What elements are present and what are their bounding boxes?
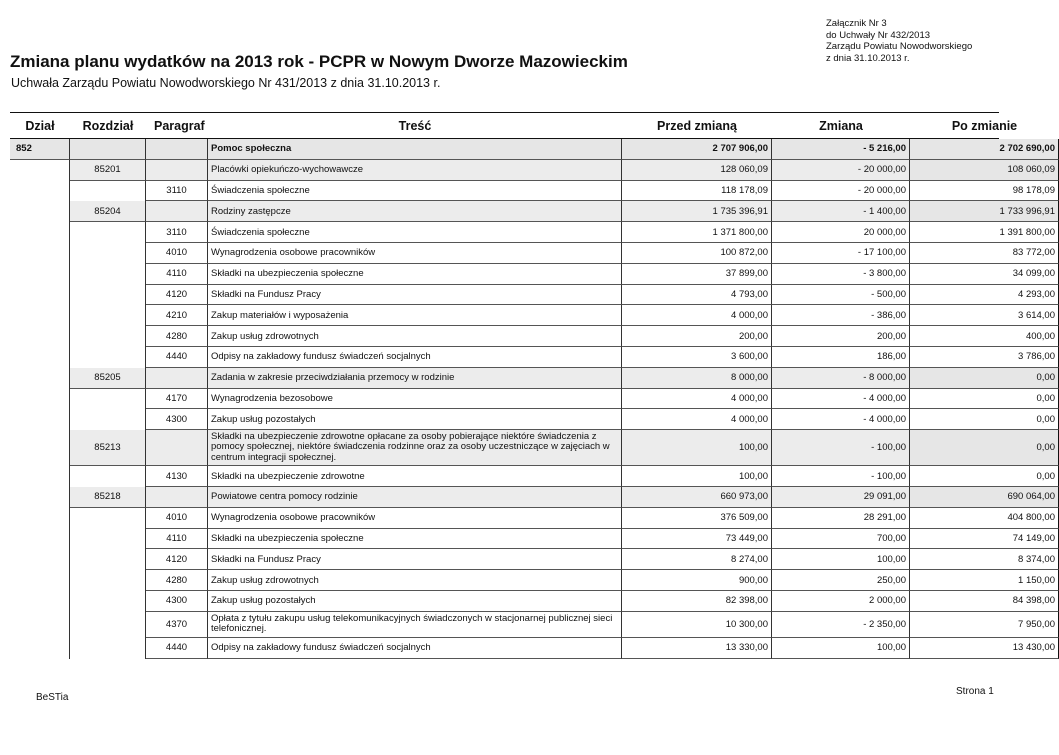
cell-rozdzial: 85205	[70, 368, 146, 389]
cell-paragraf: 3110	[146, 181, 208, 202]
cell-rozdzial	[70, 285, 146, 306]
cell-rozdzial: 85201	[70, 160, 146, 181]
attachment-note	[826, 18, 972, 64]
cell-rozdzial	[70, 305, 146, 326]
table-row	[10, 264, 1055, 285]
table-row	[10, 430, 1055, 466]
cell-rozdzial	[70, 612, 146, 638]
table-row	[10, 638, 1055, 659]
cell-dzial	[10, 591, 70, 612]
cell-tresc: Składki na ubezpieczenia społeczne	[208, 529, 622, 550]
table-row	[10, 347, 1055, 368]
cell-tresc: Zakup usług pozostałych	[208, 409, 622, 430]
cell-dzial	[10, 347, 70, 368]
cell-po: 1 150,00	[910, 570, 1059, 591]
cell-przed: 8 274,00	[622, 549, 772, 570]
cell-tresc: Zakup usług zdrowotnych	[208, 326, 622, 347]
attachment-line-1: Załącznik Nr 3	[826, 18, 887, 29]
cell-po: 0,00	[910, 466, 1059, 487]
cell-zmiana: 29 091,00	[772, 487, 910, 508]
cell-paragraf	[146, 160, 208, 181]
table-row	[10, 591, 1055, 612]
cell-tresc: Zadania w zakresie przeciwdziałania przemocy w rodzinie	[208, 368, 622, 389]
cell-tresc: Świadczenia społeczne	[208, 181, 622, 202]
header-zmiana: Zmiana	[819, 118, 863, 133]
cell-przed: 4 000,00	[622, 389, 772, 410]
table-row	[10, 549, 1055, 570]
cell-paragraf: 4440	[146, 347, 208, 368]
header-tresc: Treść	[398, 118, 432, 133]
cell-tresc: Odpisy na zakładowy fundusz świadczeń socjalnych	[208, 638, 622, 659]
cell-tresc: Powiatowe centra pomocy rodzinie	[208, 487, 622, 508]
header-przed: Przed zmianą	[657, 118, 737, 133]
cell-po: 108 060,09	[910, 160, 1059, 181]
cell-po: 1 733 996,91	[910, 201, 1059, 222]
cell-po: 84 398,00	[910, 591, 1059, 612]
cell-zmiana: 2 000,00	[772, 591, 910, 612]
page-subtitle: Uchwała Zarządu Powiatu Nowodworskiego Nr 431/2013 z dnia 31.10.2013 r.	[11, 76, 441, 90]
table-row	[10, 305, 1055, 326]
cell-dzial	[10, 285, 70, 306]
cell-dzial	[10, 430, 70, 466]
cell-przed: 4 000,00	[622, 409, 772, 430]
cell-zmiana: - 100,00	[772, 466, 910, 487]
cell-po: 74 149,00	[910, 529, 1059, 550]
cell-zmiana: - 2 350,00	[772, 612, 910, 638]
header-rozdzial: Rozdział	[82, 118, 134, 133]
cell-dzial	[10, 529, 70, 550]
cell-zmiana: - 20 000,00	[772, 181, 910, 202]
budget-table	[10, 112, 1055, 659]
cell-po: 0,00	[910, 409, 1059, 430]
cell-po: 1 391 800,00	[910, 222, 1059, 243]
cell-tresc: Odpisy na zakładowy fundusz świadczeń socjalnych	[208, 347, 622, 368]
cell-zmiana: 100,00	[772, 549, 910, 570]
attachment-line-3: Zarządu Powiatu Nowodworskiego	[826, 41, 973, 52]
cell-tresc: Rodziny zastępcze	[208, 201, 622, 222]
cell-zmiana: - 5 216,00	[772, 139, 910, 160]
cell-po: 0,00	[910, 389, 1059, 410]
cell-dzial	[10, 368, 70, 389]
cell-rozdzial	[70, 389, 146, 410]
table-row	[10, 529, 1055, 550]
cell-tresc: Wynagrodzenia bezosobowe	[208, 389, 622, 410]
cell-dzial	[10, 549, 70, 570]
cell-po: 7 950,00	[910, 612, 1059, 638]
cell-przed: 13 330,00	[622, 638, 772, 659]
cell-po: 400,00	[910, 326, 1059, 347]
cell-rozdzial: 85204	[70, 201, 146, 222]
cell-paragraf	[146, 368, 208, 389]
cell-paragraf: 4370	[146, 612, 208, 638]
cell-paragraf: 4120	[146, 285, 208, 306]
cell-rozdzial	[70, 570, 146, 591]
cell-po: 34 099,00	[910, 264, 1059, 285]
cell-przed: 4 793,00	[622, 285, 772, 306]
table-row	[10, 612, 1055, 638]
cell-paragraf: 4170	[146, 389, 208, 410]
cell-tresc: Zakup usług pozostałych	[208, 591, 622, 612]
cell-dzial	[10, 326, 70, 347]
cell-rozdzial: 85213	[70, 430, 146, 466]
attachment-line-4: z dnia 31.10.2013 r.	[826, 52, 910, 64]
cell-dzial	[10, 222, 70, 243]
cell-przed: 128 060,09	[622, 160, 772, 181]
cell-tresc: Opłata z tytułu zakupu usług telekomunikacyjnych świadczonych w stacjonarnej publicznej sieci telefonicznej.	[208, 612, 622, 638]
cell-przed: 4 000,00	[622, 305, 772, 326]
cell-rozdzial	[70, 508, 146, 529]
table-header	[10, 112, 1018, 139]
table-row	[10, 409, 1055, 430]
cell-przed: 100,00	[622, 430, 772, 466]
cell-zmiana: - 1 400,00	[772, 201, 910, 222]
cell-przed: 1 371 800,00	[622, 222, 772, 243]
cell-paragraf: 4440	[146, 638, 208, 659]
cell-paragraf: 4110	[146, 264, 208, 285]
cell-dzial	[10, 389, 70, 410]
cell-rozdzial	[70, 529, 146, 550]
cell-tresc: Zakup materiałów i wyposażenia	[208, 305, 622, 326]
cell-po: 0,00	[910, 430, 1059, 466]
header-dzial: Dział	[25, 118, 55, 133]
cell-paragraf: 4130	[146, 466, 208, 487]
cell-przed: 3 600,00	[622, 347, 772, 368]
footer-software: BeSTia	[36, 692, 69, 703]
cell-po: 8 374,00	[910, 549, 1059, 570]
table-row	[10, 389, 1055, 410]
cell-paragraf	[146, 201, 208, 222]
cell-przed: 900,00	[622, 570, 772, 591]
header-po: Po zmianie	[951, 118, 1018, 133]
table-row	[10, 487, 1055, 508]
cell-rozdzial	[70, 466, 146, 487]
cell-rozdzial	[70, 409, 146, 430]
table-row	[10, 201, 1055, 222]
cell-paragraf: 4110	[146, 529, 208, 550]
cell-paragraf: 4280	[146, 570, 208, 591]
cell-tresc: Pomoc społeczna	[208, 139, 622, 160]
cell-przed: 118 178,09	[622, 181, 772, 202]
cell-po: 13 430,00	[910, 638, 1059, 659]
cell-zmiana: - 17 100,00	[772, 243, 910, 264]
table-row	[10, 243, 1055, 264]
cell-tresc: Składki na ubezpieczenia społeczne	[208, 264, 622, 285]
table-row	[10, 368, 1055, 389]
cell-dzial	[10, 508, 70, 529]
cell-przed: 200,00	[622, 326, 772, 347]
table-row	[10, 222, 1055, 243]
table-body	[10, 139, 1055, 659]
cell-rozdzial	[70, 326, 146, 347]
cell-tresc: Placówki opiekuńczo-wychowawcze	[208, 160, 622, 181]
cell-tresc: Składki na ubezpieczenie zdrowotne	[208, 466, 622, 487]
cell-przed: 8 000,00	[622, 368, 772, 389]
cell-tresc: Wynagrodzenia osobowe pracowników	[208, 508, 622, 529]
cell-przed: 100 872,00	[622, 243, 772, 264]
cell-po: 690 064,00	[910, 487, 1059, 508]
cell-tresc: Składki na ubezpieczenie zdrowotne opłacane za osoby pobierające niektóre świadczenia z pomocy społecznej, niektóre świadczenia rodzinne oraz za osoby uczestniczące w zajęciach w centrum integracji społecznej.	[208, 430, 622, 466]
footer-page-number: Strona 1	[956, 686, 994, 697]
cell-paragraf	[146, 139, 208, 160]
cell-rozdzial	[70, 139, 146, 160]
cell-dzial	[10, 612, 70, 638]
cell-zmiana: 200,00	[772, 326, 910, 347]
cell-tresc: Wynagrodzenia osobowe pracowników	[208, 243, 622, 264]
cell-dzial	[10, 160, 70, 181]
cell-przed: 1 735 396,91	[622, 201, 772, 222]
cell-po: 3 614,00	[910, 305, 1059, 326]
cell-tresc: Zakup usług zdrowotnych	[208, 570, 622, 591]
table-row	[10, 139, 1055, 160]
cell-paragraf: 4210	[146, 305, 208, 326]
cell-przed: 100,00	[622, 466, 772, 487]
cell-dzial	[10, 409, 70, 430]
cell-dzial	[10, 638, 70, 659]
cell-przed: 37 899,00	[622, 264, 772, 285]
cell-rozdzial: 85218	[70, 487, 146, 508]
cell-zmiana: - 20 000,00	[772, 160, 910, 181]
cell-przed: 660 973,00	[622, 487, 772, 508]
cell-tresc: Składki na Fundusz Pracy	[208, 549, 622, 570]
cell-po: 83 772,00	[910, 243, 1059, 264]
cell-po: 98 178,09	[910, 181, 1059, 202]
cell-po: 4 293,00	[910, 285, 1059, 306]
cell-dzial	[10, 466, 70, 487]
cell-paragraf	[146, 430, 208, 466]
cell-zmiana: - 100,00	[772, 430, 910, 466]
cell-dzial	[10, 487, 70, 508]
cell-przed: 376 509,00	[622, 508, 772, 529]
table-row	[10, 160, 1055, 181]
table-row	[10, 181, 1055, 202]
cell-po: 404 800,00	[910, 508, 1059, 529]
cell-paragraf: 4300	[146, 591, 208, 612]
cell-zmiana: 700,00	[772, 529, 910, 550]
cell-przed: 10 300,00	[622, 612, 772, 638]
cell-przed: 82 398,00	[622, 591, 772, 612]
cell-rozdzial	[70, 264, 146, 285]
cell-dzial: 852	[10, 139, 70, 160]
cell-zmiana: 20 000,00	[772, 222, 910, 243]
cell-zmiana: 100,00	[772, 638, 910, 659]
cell-rozdzial	[70, 181, 146, 202]
cell-paragraf: 4010	[146, 508, 208, 529]
cell-dzial	[10, 181, 70, 202]
header-paragraf: Paragraf	[154, 118, 205, 133]
cell-paragraf: 4280	[146, 326, 208, 347]
cell-zmiana: - 8 000,00	[772, 368, 910, 389]
table-row	[10, 570, 1055, 591]
cell-rozdzial	[70, 638, 146, 659]
cell-rozdzial	[70, 549, 146, 570]
table-row	[10, 285, 1055, 306]
cell-po: 2 702 690,00	[910, 139, 1059, 160]
cell-zmiana: 28 291,00	[772, 508, 910, 529]
cell-paragraf: 4010	[146, 243, 208, 264]
cell-rozdzial	[70, 347, 146, 368]
cell-paragraf: 4300	[146, 409, 208, 430]
cell-dzial	[10, 305, 70, 326]
cell-dzial	[10, 570, 70, 591]
cell-zmiana: - 500,00	[772, 285, 910, 306]
cell-rozdzial	[70, 243, 146, 264]
cell-dzial	[10, 264, 70, 285]
cell-paragraf	[146, 487, 208, 508]
cell-zmiana: - 4 000,00	[772, 409, 910, 430]
cell-rozdzial	[70, 222, 146, 243]
cell-zmiana: - 3 800,00	[772, 264, 910, 285]
cell-zmiana: - 4 000,00	[772, 389, 910, 410]
cell-rozdzial	[70, 591, 146, 612]
attachment-line-2: do Uchwały Nr 432/2013	[826, 29, 931, 41]
cell-zmiana: 250,00	[772, 570, 910, 591]
cell-zmiana: 186,00	[772, 347, 910, 368]
table-row	[10, 466, 1055, 487]
cell-dzial	[10, 243, 70, 264]
cell-paragraf: 3110	[146, 222, 208, 243]
cell-po: 0,00	[910, 368, 1059, 389]
cell-przed: 2 707 906,00	[622, 139, 772, 160]
cell-paragraf: 4120	[146, 549, 208, 570]
table-row	[10, 326, 1055, 347]
cell-zmiana: - 386,00	[772, 305, 910, 326]
cell-dzial	[10, 201, 70, 222]
page-title: Zmiana planu wydatków na 2013 rok - PCPR w Nowym Dworze Mazowieckim	[10, 52, 628, 71]
cell-tresc: Składki na Fundusz Pracy	[208, 285, 622, 306]
cell-tresc: Świadczenia społeczne	[208, 222, 622, 243]
cell-przed: 73 449,00	[622, 529, 772, 550]
cell-po: 3 786,00	[910, 347, 1059, 368]
table-row	[10, 508, 1055, 529]
